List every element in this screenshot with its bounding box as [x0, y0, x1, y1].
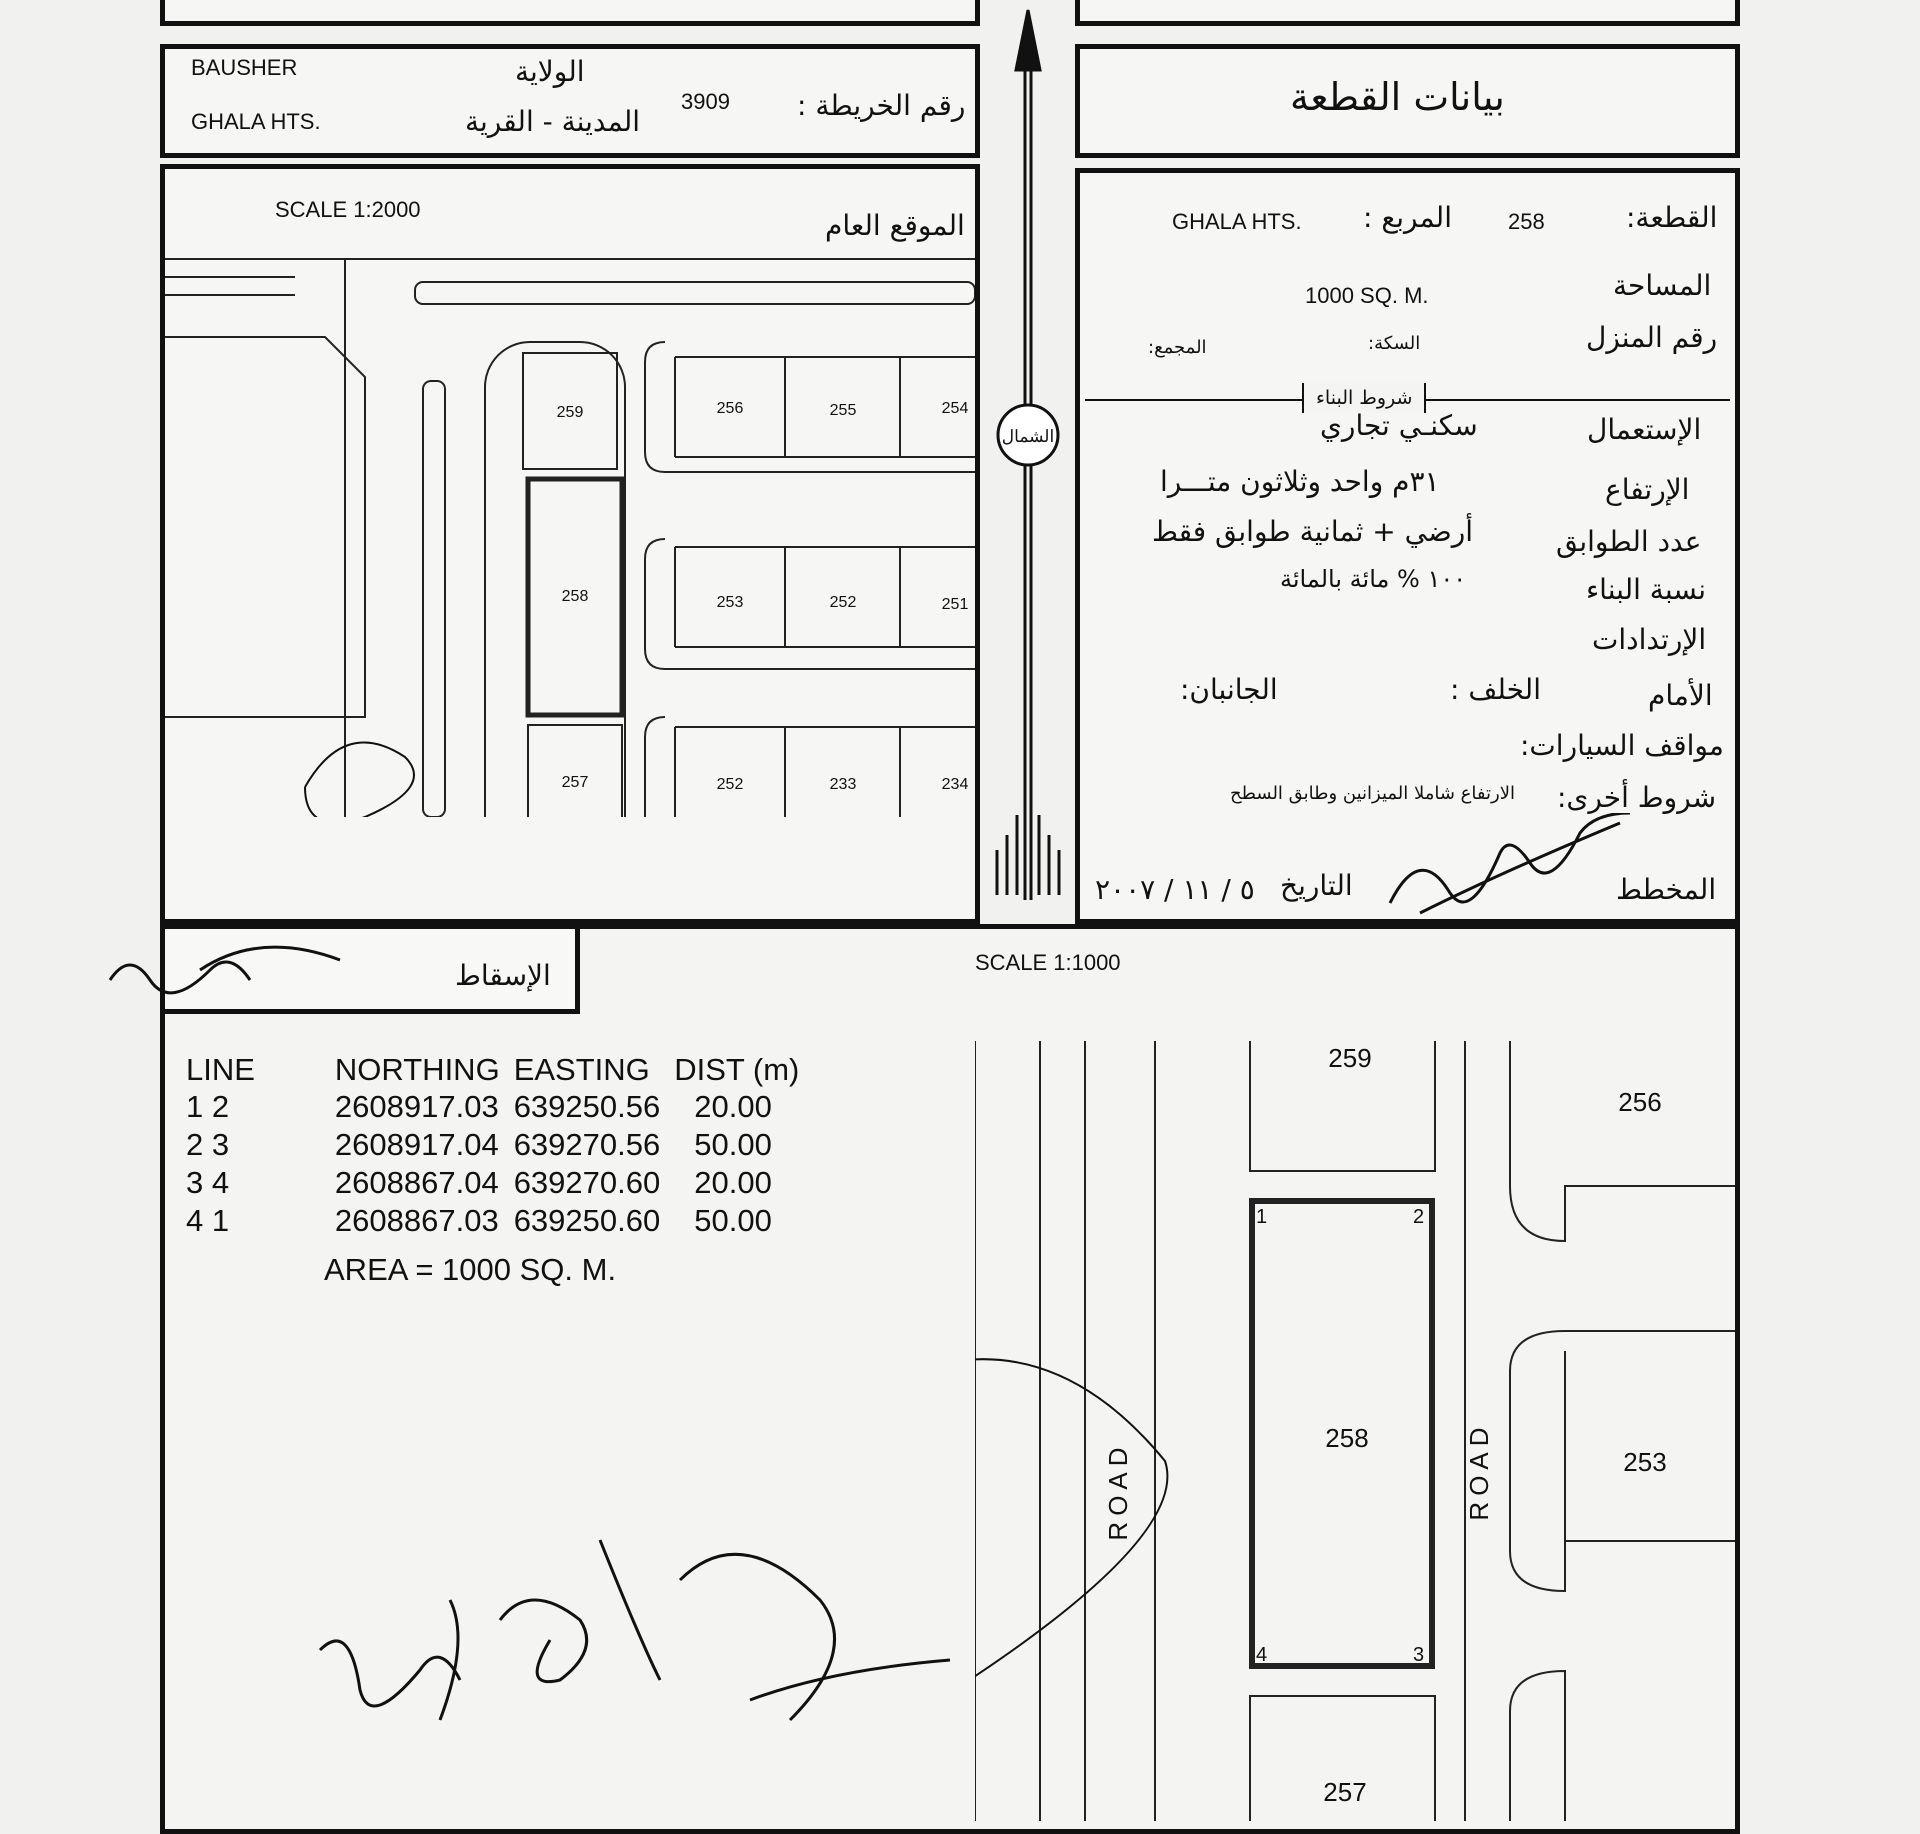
planner-label: المخطط — [1616, 873, 1717, 906]
square-value: GHALA HTS. — [1172, 209, 1302, 234]
parking-label: مواقف السيارات: — [1520, 729, 1724, 762]
ratio-value: ١٠٠ % مائة بالمائة — [1280, 565, 1467, 593]
loc-plot-label-256: 256 — [716, 400, 744, 417]
road-label-left: ROAD — [1103, 1441, 1133, 1541]
location-map-box — [160, 164, 980, 924]
floors-value: أرضي + ثمانية طوابق فقط — [1152, 515, 1474, 548]
col-line: LINE — [186, 1052, 255, 1087]
cell-line: 3 4 — [186, 1165, 230, 1200]
area-summary: AREA = 1000 SQ. M. — [324, 1252, 617, 1287]
house-number-label: رقم المنزل — [1586, 321, 1718, 354]
location-map-drawing — [165, 257, 975, 817]
loc-plot-label-258: 258 — [561, 588, 589, 605]
height-value: ٣١م واحد وثلاثون متـــرا — [1160, 465, 1440, 498]
detail-plot-label-253: 253 — [1623, 1447, 1667, 1477]
projection-title: الإسقاط — [455, 959, 551, 992]
cell-dist: 50.00 — [694, 1127, 772, 1162]
detail-plot-label-258: 258 — [1325, 1423, 1369, 1453]
corner-2: 2 — [1413, 1206, 1425, 1228]
building-conditions-label: شروط البناء — [1302, 383, 1426, 413]
location-map-title: الموقع العام — [825, 209, 965, 242]
table-row — [186, 1088, 813, 1126]
planner-signature — [1380, 813, 1640, 923]
cell-northing: 2608917.03 — [334, 1089, 499, 1124]
square-label: المربع : — [1363, 201, 1452, 234]
loc-plot-label-252: 252 — [829, 594, 857, 611]
date-label: التاريخ — [1280, 869, 1353, 902]
town-label: المدينة - القرية — [465, 105, 641, 138]
col-northing: NORTHING — [334, 1052, 500, 1087]
detail-plan-drawing — [975, 1031, 1735, 1821]
cell-dist: 20.00 — [694, 1165, 772, 1200]
cell-northing: 2608917.04 — [334, 1127, 499, 1162]
cell-northing: 2608867.03 — [334, 1203, 499, 1238]
map-number-label: رقم الخريطة : — [797, 89, 966, 122]
detail-plot-label-257: 257 — [1323, 1777, 1367, 1807]
corner-1: 1 — [1256, 1206, 1268, 1228]
loc-plot-label-252b: 252 — [716, 776, 744, 793]
loc-plot-label-254: 254 — [941, 400, 969, 417]
cell-easting: 639250.56 — [513, 1089, 661, 1124]
map-number-value: 3909 — [681, 89, 730, 114]
header-right-box — [1075, 44, 1740, 158]
other-conditions-value: الارتفاع شاملا الميزانين وطابق السطح — [1230, 783, 1515, 804]
cell-line: 1 2 — [186, 1089, 230, 1124]
loc-plot-label-234: 234 — [941, 776, 969, 793]
loc-plot-label-253: 253 — [716, 594, 744, 611]
cell-easting: 639270.56 — [513, 1127, 661, 1162]
handwritten-signature-bottom — [300, 1500, 1020, 1800]
floors-label: عدد الطوابق — [1556, 525, 1702, 558]
top-left-box-fragment — [160, 0, 980, 26]
cell-dist: 50.00 — [694, 1203, 772, 1238]
loc-plot-label-257: 257 — [561, 774, 589, 791]
cell-northing: 2608867.04 — [334, 1165, 499, 1200]
table-row — [186, 1164, 813, 1202]
cell-line: 4 1 — [186, 1203, 230, 1238]
coordinates-header-row — [186, 1052, 813, 1088]
coordinates-table — [186, 1052, 813, 1240]
cell-easting: 639270.60 — [513, 1165, 661, 1200]
complex-label: المجمع: — [1148, 337, 1207, 358]
detail-plot-label-259: 259 — [1328, 1043, 1372, 1073]
usage-label: الإستعمال — [1587, 413, 1702, 446]
usage-value: سكنـي تجاري — [1320, 409, 1478, 442]
north-label: الشمال — [1001, 427, 1055, 446]
cell-dist: 20.00 — [694, 1089, 772, 1124]
loc-plot-257 — [528, 725, 622, 817]
col-easting: EASTING — [513, 1052, 650, 1087]
front-label: الأمام — [1648, 679, 1713, 712]
cell-line: 2 3 — [186, 1127, 230, 1162]
sides-label: الجانبان: — [1180, 673, 1278, 706]
handwritten-mark-left — [100, 930, 360, 1020]
projection-scale: SCALE 1:1000 — [975, 950, 1121, 975]
height-label: الإرتفاع — [1605, 473, 1690, 506]
loc-plot-label-255: 255 — [829, 402, 857, 419]
north-arrow-icon — [983, 0, 1073, 920]
lane-label: السكة: — [1368, 333, 1421, 354]
loc-plot-label-251: 251 — [941, 596, 969, 613]
plot-label: القطعة: — [1626, 201, 1718, 234]
area-value: 1000 SQ. M. — [1305, 283, 1429, 308]
detail-plot-label-256: 256 — [1618, 1087, 1662, 1117]
corner-4: 4 — [1256, 1644, 1268, 1666]
back-label: الخلف : — [1450, 673, 1541, 706]
table-row — [186, 1126, 813, 1164]
plot-data-box — [1075, 168, 1740, 924]
col-dist: DIST (m) — [674, 1052, 800, 1087]
table-row — [186, 1202, 813, 1240]
setbacks-label: الإرتدادات — [1592, 623, 1707, 656]
signature-scribble-loc — [305, 742, 414, 817]
header-left-box — [160, 44, 980, 158]
cell-easting: 639250.60 — [513, 1203, 661, 1238]
top-right-box-fragment — [1075, 0, 1740, 26]
loc-plot-label-233: 233 — [829, 776, 857, 793]
plot-value: 258 — [1508, 209, 1545, 234]
date-value: ٥ / ١١ / ٢٠٠٧ — [1095, 873, 1255, 906]
wilaya-value: BAUSHER — [191, 55, 298, 80]
location-map-scale: SCALE 1:2000 — [275, 197, 421, 222]
wilaya-label: الولاية — [515, 55, 585, 88]
corner-3: 3 — [1413, 1644, 1425, 1666]
loc-plot-label-259: 259 — [556, 404, 584, 421]
area-label: المساحة — [1613, 269, 1712, 302]
plot-data-title: بيانات القطعة — [1290, 75, 1505, 119]
ratio-label: نسبة البناء — [1586, 573, 1707, 606]
town-value: GHALA HTS. — [191, 109, 321, 134]
other-conditions-label: شروط أخرى: — [1557, 781, 1717, 814]
road-label-right: ROAD — [1464, 1421, 1494, 1521]
